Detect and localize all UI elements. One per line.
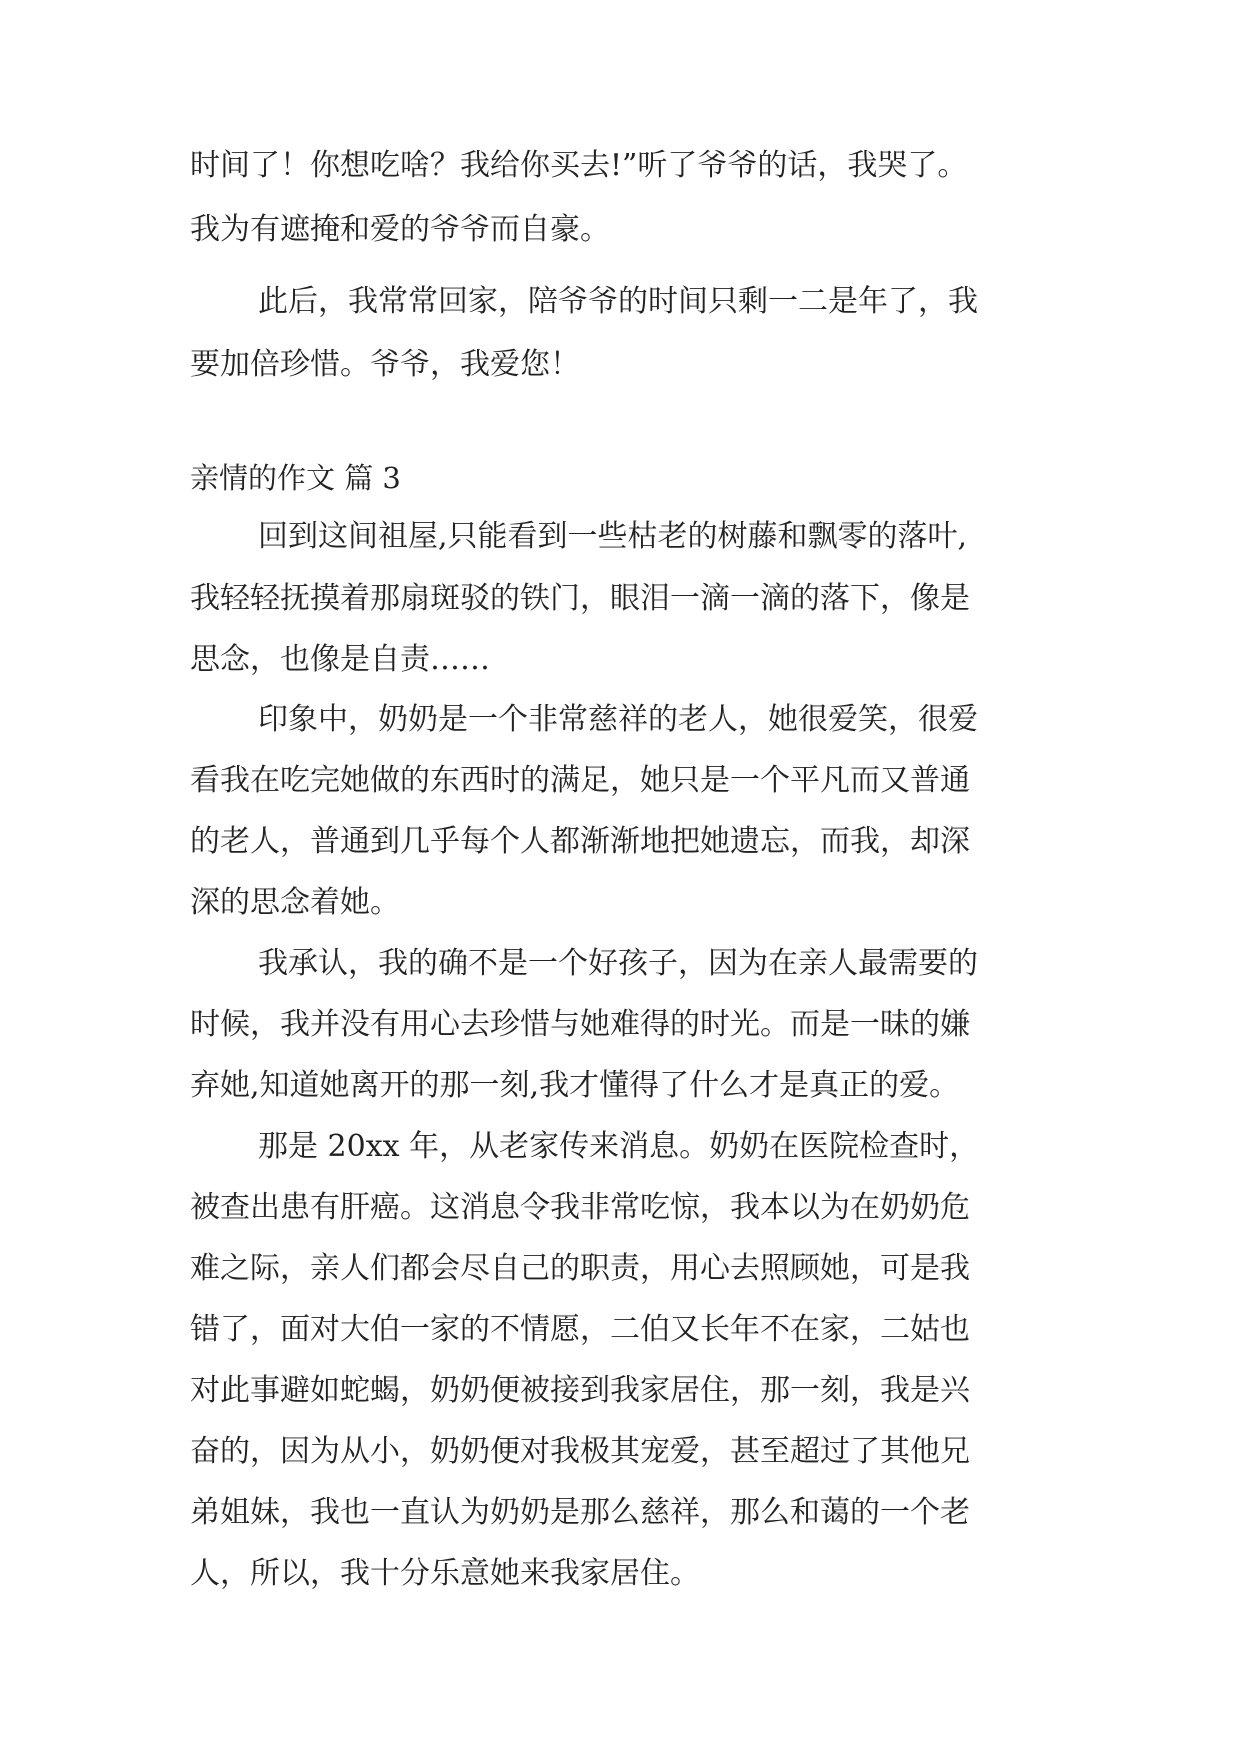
text-line: 那是 20xx 年，从老家传来消息。奶奶在医院检查时， bbox=[258, 1129, 980, 1164]
text-line: 看我在吃完她做的东西时的满足，她只是一个平凡而又普通 bbox=[190, 763, 970, 798]
text-line: 深的思念着她。 bbox=[190, 885, 400, 920]
section-heading: 亲情的作文 篇 3 bbox=[190, 461, 401, 495]
text-line: 时间了！你想吃啥？我给你买去!”听了爷爷的话，我哭了。 bbox=[190, 148, 968, 183]
text-line: 弃她,知道她离开的那一刻,我才懂得了什么才是真正的爱。 bbox=[190, 1068, 960, 1103]
text-line: 对此事避如蛇蝎，奶奶便被接到我家居住，那一刻，我是兴 bbox=[190, 1373, 970, 1408]
text-line: 弟姐妹，我也一直认为奶奶是那么慈祥，那么和蔼的一个老 bbox=[190, 1495, 970, 1530]
text-line: 回到这间祖屋,只能看到一些枯老的树藤和飘零的落叶, bbox=[258, 519, 968, 554]
text-line: 被查出患有肝癌。这消息令我非常吃惊，我本以为在奶奶危 bbox=[190, 1190, 970, 1225]
text-line: 思念，也像是自责…… bbox=[190, 642, 490, 677]
text-line: 人，所以，我十分乐意她来我家居住。 bbox=[190, 1556, 700, 1591]
text-line: 印象中，奶奶是一个非常慈祥的老人，她很爱笑，很爱 bbox=[258, 702, 978, 737]
text-line: 我为有遮掩和爱的爷爷而自豪。 bbox=[190, 212, 610, 247]
text-line: 我轻轻抚摸着那扇斑驳的铁门，眼泪一滴一滴的落下，像是 bbox=[190, 581, 970, 616]
text-line: 奋的，因为从小，奶奶便对我极其宠爱，甚至超过了其他兄 bbox=[190, 1434, 970, 1469]
text-line: 我承认，我的确不是一个好孩子，因为在亲人最需要的 bbox=[258, 946, 978, 981]
text-line: 错了，面对大伯一家的不情愿，二伯又长年不在家，二姑也 bbox=[190, 1312, 970, 1347]
text-line: 时候，我并没有用心去珍惜与她难得的时光。而是一昧的嫌 bbox=[190, 1007, 970, 1042]
text-line: 难之际，亲人们都会尽自己的职责，用心去照顾她，可是我 bbox=[190, 1251, 970, 1286]
text-line: 的老人，普通到几乎每个人都渐渐地把她遗忘，而我，却深 bbox=[190, 824, 970, 859]
text-line: 此后，我常常回家，陪爷爷的时间只剩一二是年了，我 bbox=[258, 284, 978, 319]
text-line: 要加倍珍惜。爷爷，我爱您！ bbox=[190, 347, 580, 382]
